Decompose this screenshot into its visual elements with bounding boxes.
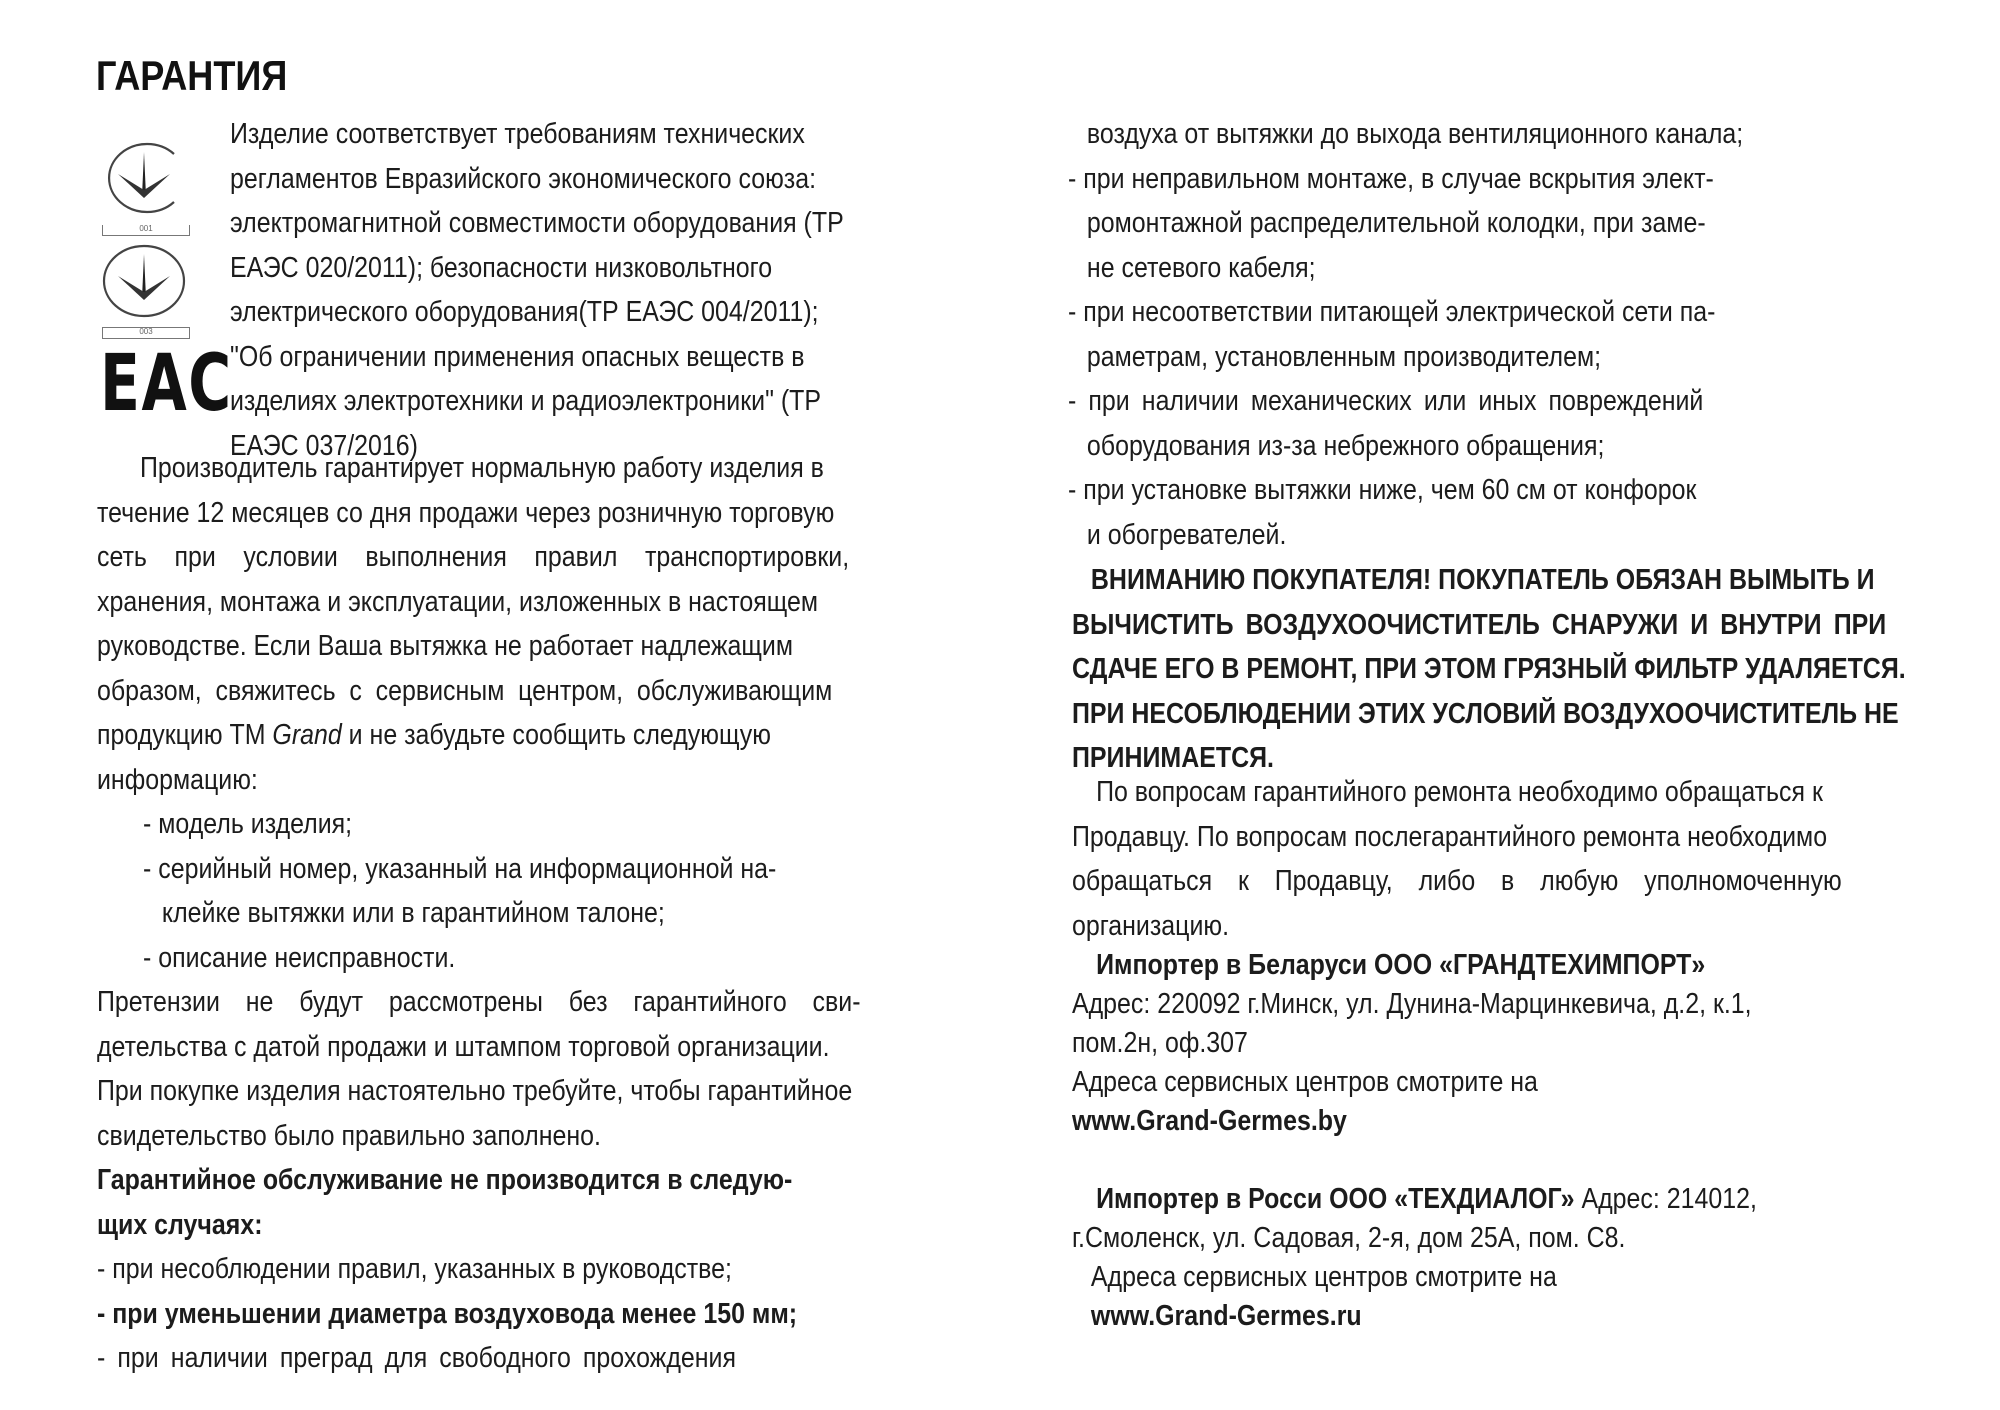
mark-2-label: 003	[102, 327, 190, 339]
compliance-line: изделиях электротехники и радиоэлектроники" (ТР	[230, 385, 822, 417]
importer-heading: Импортер в Беларуси ООО «ГРАНДТЕХИМПОРТ»	[1096, 949, 1706, 981]
info-item: - модель изделия;	[143, 808, 353, 840]
attention-line: ВЫЧИСТИТЬ ВОЗДУХООЧИСТИТЕЛЬ СНАРУЖИ И ВНУТРИ ПРИ	[1072, 608, 1887, 641]
exclusion-item: ромонтажной распределительной колодки, при заме-	[1086, 207, 1706, 239]
website-link-ru[interactable]: www.Grand-Germes.ru	[1090, 1300, 1362, 1332]
compliance-text	[230, 112, 890, 468]
eac-mark-icon: ЕАС	[100, 339, 233, 429]
guarantee-line: сеть при условии выполнения правил транспортировки,	[97, 541, 850, 573]
guarantee-line: руководстве. Если Ваша вытяжка не работает надлежащим	[97, 630, 793, 662]
exclusion-item: - при неправильном монтаже, в случае вскрытия элект-	[1068, 162, 1714, 195]
guarantee-paragraph	[97, 446, 957, 802]
repair-paragraph	[1072, 770, 1932, 948]
attention-line: ПРИ НЕСОБЛЮДЕНИИ ЭТИХ УСЛОВИЙ ВОЗДУХООЧИСТИТЕЛЬ НЕ	[1072, 697, 1899, 730]
importer-heading-line	[1072, 1180, 1812, 1219]
info-list	[143, 802, 943, 980]
compliance-line: ЕАЭС 020/2011); безопасности низковольтного	[230, 251, 773, 284]
website-link-by[interactable]: www.Grand-Germes.by	[1072, 1105, 1347, 1137]
address-line: г.Смоленск, ул. Садовая, 2-я, дом 25А, пом. С8.	[1072, 1222, 1626, 1254]
info-item: клейке вытяжки или в гарантийном талоне;	[161, 897, 665, 929]
certification-marks	[100, 140, 233, 429]
exclusions-heading: щих случаях:	[97, 1208, 263, 1241]
repair-line: организацию.	[1072, 909, 1230, 942]
repair-line: Продавцу. По вопросам послегарантийного ремонта необходимо	[1072, 820, 1828, 853]
brand-name: Grand	[272, 719, 342, 751]
compliance-line: "Об ограничении применения опасных веществ в	[230, 340, 805, 373]
importer-russia	[1072, 1180, 1932, 1336]
attention-line: ПРИНИМАЕТСЯ.	[1072, 742, 1274, 774]
claims-line: Претензии не будут рассмотрены без гарантийного сви-	[97, 986, 861, 1018]
exclusions-continued	[1068, 112, 1938, 557]
exclusion-item: - при установке вытяжки ниже, чем 60 см от конфорок	[1068, 474, 1697, 506]
address-inline: Адрес: 214012,	[1574, 1183, 1757, 1215]
exclusion-item: - при наличии преград для свободного прохождения	[97, 1342, 736, 1374]
compliance-line: Изделие соответствует требованиям технических	[230, 118, 805, 150]
guarantee-brand-line	[97, 713, 837, 758]
exclusion-item: и обогревателей.	[1086, 518, 1287, 551]
claims-line: При покупке изделия настоятельно требуйте, чтобы гарантийное	[97, 1075, 853, 1107]
exclusion-item: не сетевого кабеля;	[1086, 251, 1316, 284]
brand-line-before: продукцию ТМ	[97, 719, 273, 751]
brand-line-after: и не забудьте сообщить следующую	[341, 719, 771, 751]
importer-belarus	[1072, 946, 1932, 1141]
claims-paragraph	[97, 980, 957, 1158]
page-title: ГАРАНТИЯ	[96, 52, 288, 99]
compliance-line: регламентов Евразийского экономического союза:	[230, 162, 817, 195]
repair-line: обращаться к Продавцу, либо в любую уполномоченную	[1072, 865, 1842, 897]
conformity-mark-2-icon	[100, 242, 188, 320]
exclusion-item: - при уменьшении диаметра воздуховода менее 150 мм;	[97, 1297, 798, 1330]
attention-line: СДАЧЕ ЕГО В РЕМОНТ, ПРИ ЭТОМ ГРЯЗНЫЙ ФИЛЬТР УДАЛЯЕТСЯ.	[1072, 653, 1906, 685]
compliance-line: ЕАЭС 037/2016)	[230, 429, 418, 462]
compliance-line: электрического оборудования(ТР ЕАЭС 004/2011);	[230, 296, 819, 328]
service-text: Адреса сервисных центров смотрите на	[1072, 1066, 1538, 1098]
exclusion-item: оборудования из-за небрежного обращения;	[1086, 429, 1605, 462]
claims-line: свидетельство было правильно заполнено.	[97, 1119, 601, 1152]
guarantee-line: хранения, монтажа и эксплуатации, изложенных в настоящем	[97, 585, 819, 618]
compliance-line: электромагнитной совместимости оборудования (ТР	[230, 207, 844, 239]
conformity-mark-1-icon	[100, 140, 188, 218]
exclusion-item: - при несоответствии питающей электрической сети па-	[1068, 296, 1716, 328]
guarantee-line: информацию:	[97, 763, 258, 796]
claims-line: детельства с датой продажи и штампом торговой организации.	[97, 1030, 830, 1063]
attention-line: ВНИМАНИЮ ПОКУПАТЕЛЯ! ПОКУПАТЕЛЬ ОБЯЗАН ВЫМЫТЬ И	[1090, 564, 1875, 596]
guarantee-line: Производитель гарантирует нормальную работу изделия в	[140, 452, 824, 484]
info-item: - описание неисправности.	[143, 941, 456, 974]
importer-heading: Импортер в Росси ООО «ТЕХДИАЛОГ»	[1096, 1183, 1575, 1215]
exclusion-item: - при несоблюдении правил, указанных в руководстве;	[97, 1253, 732, 1285]
guarantee-line: течение 12 месяцев со дня продажи через розничную торговую	[97, 496, 835, 529]
info-item: - серийный номер, указанный на информационной на-	[143, 852, 777, 885]
exclusions-section	[97, 1158, 957, 1381]
service-text: Адреса сервисных центров смотрите на	[1090, 1261, 1557, 1293]
repair-line: По вопросам гарантийного ремонта необходимо обращаться к	[1096, 776, 1823, 808]
exclusion-item: раметрам, установленным производителем;	[1086, 340, 1602, 373]
address-line: пом.2н, оф.307	[1072, 1027, 1248, 1059]
mark-1-label: 001	[102, 225, 190, 236]
guarantee-line: образом, свяжитесь с сервисным центром, обслуживающим	[97, 674, 833, 707]
exclusions-heading: Гарантийное обслуживание не производится в следую-	[97, 1164, 793, 1196]
attention-notice	[1072, 558, 1932, 781]
exclusion-item: воздуха от вытяжки до выхода вентиляционного канала;	[1086, 118, 1744, 150]
exclusion-item: - при наличии механических или иных повреждений	[1068, 385, 1704, 417]
address-line: Адрес: 220092 г.Минск, ул. Дунина-Марцинкевича, д.2, к.1,	[1072, 988, 1752, 1020]
